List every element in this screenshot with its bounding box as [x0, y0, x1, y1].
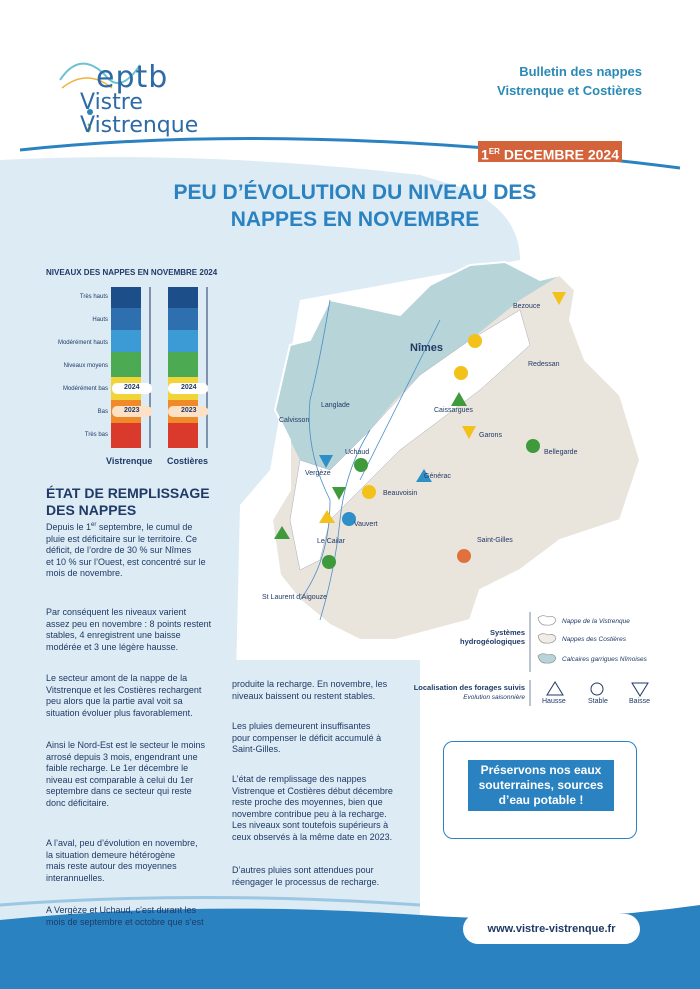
legend-wells-title: Localisation des forages suivis	[413, 683, 525, 692]
section-title: ÉTAT DE REMPLISSAGE DES NAPPES	[46, 485, 210, 518]
paragraph-6: A Vergèze et Uchaud, c’est durant les mois de septembre et octobre que s’est	[46, 905, 204, 927]
paragraph-right-3: L’état de remplissage des nappes Vistrenque et Costières début décembre reste proche des moyennes, bien que novembre contribue peu à la recharge. Les niveaux sont toutefois supérieurs à ceux observés à la même date en 2023.	[232, 774, 393, 842]
map-label: Calvisson	[279, 417, 310, 424]
map-label: Beauvoisin	[383, 490, 418, 497]
legend-system-vistrenque: Nappe de la Vistrenque	[562, 618, 630, 625]
map-label: Vergèze	[305, 470, 331, 477]
badge-2024: 2024	[181, 384, 197, 391]
gauge-level-label: Bas	[97, 409, 108, 415]
gauge-costieres-column	[168, 287, 198, 448]
logo-line2: Vistrenque	[80, 113, 199, 138]
gauge-level-label: Modérément bas	[62, 386, 108, 392]
map	[272, 262, 640, 640]
gauge-name-costieres: Costières	[167, 456, 209, 466]
bulletin-title: Bulletin des nappes Vistrenque et Costières	[497, 64, 642, 98]
main-title: PEU D’ÉVOLUTION DU NIVEAU DES NAPPES EN NOVEMBRE	[173, 181, 537, 231]
legend-wells-sub: Evolution saisonnière	[463, 694, 525, 701]
paragraph-right-2: Les pluies demeurent insuffisantes pour compenser le déficit accumulé à Saint-Gilles.	[232, 721, 382, 754]
legend-hausse: Hausse	[542, 698, 566, 705]
map-label: Redessan	[528, 361, 560, 368]
map-label: Bezouce	[513, 303, 541, 310]
logo-top-text: eptb	[96, 60, 169, 95]
gauge-level-label: Modérément hauts	[57, 340, 108, 346]
gauge-name-vistrenque: Vistrenque	[106, 456, 153, 466]
map-label: Vauvert	[354, 521, 378, 528]
legend-stable: Stable	[588, 698, 608, 705]
map-label: Uchaud	[345, 449, 370, 456]
gauge-level-label: Très bas	[84, 432, 108, 438]
gauge-level-label: Très hauts	[79, 294, 108, 300]
gauge-title: NIVEAUX DES NAPPES EN NOVEMBRE 2024	[46, 268, 218, 277]
paragraph-4: Ainsi le Nord-Est est le secteur le moins arrosé depuis 3 mois, engendrant une faible recharge. Le 1er décembre le niveau est comparable à celui du 1er septembre dans ce secteur qui reste donc déficitaire.	[46, 740, 206, 808]
legend-system-costieres: Nappes des Costières	[562, 636, 626, 643]
paragraph-3: Le secteur amont de la nappe de la Vitstrenque et les Costières rechargent peu alors que la partie aval voit sa situation évoluer plus favorablement.	[46, 673, 202, 718]
badge-2024: 2024	[124, 384, 140, 391]
map-label: Le Cailar	[317, 538, 346, 545]
gauge-level-label: Niveaux moyens	[63, 363, 108, 369]
map-label-nimes: Nîmes	[410, 342, 444, 354]
paragraph-2: Par conséquent les niveaux varient assez peu en novembre : 8 points restent stables, 4 enregistrent une baisse modérée et 3 une légère hausse.	[46, 607, 212, 652]
paragraph-right-4: D’autres pluies sont attendues pour réengager le processus de recharge.	[232, 865, 380, 887]
website-link[interactable]: www.vistre-vistrenque.fr	[463, 914, 640, 944]
badge-2023: 2023	[181, 407, 197, 414]
paragraph-5: A l’aval, peu d’évolution en novembre, la situation demeure hétérogène mais reste autour des moyennes interannuelles.	[46, 838, 198, 883]
legend-system-calcaires: Calcaires garrigues Nîmoises	[562, 656, 647, 663]
map-label: Caissargues	[434, 407, 473, 414]
map-label: Bellegarde	[544, 449, 578, 456]
map-label: Générac	[424, 473, 451, 480]
date-badge: 1ER DECEMBRE 2024	[478, 141, 622, 162]
badge-2023: 2023	[124, 407, 140, 414]
map-label: St Laurent d’Aigouze	[262, 594, 327, 601]
legend-baisse: Baisse	[629, 698, 651, 705]
callout-text: Préservons nos eaux souterraines, sources d’eau potable !	[468, 760, 614, 811]
logo-line1: Vistre	[80, 90, 143, 115]
map-label: Garons	[479, 432, 502, 439]
legend-systems-title: Systèmes hydrogéologiques	[459, 628, 525, 646]
gauge-level-label: Hauts	[92, 317, 108, 323]
gauge-vistrenque-column	[111, 287, 141, 448]
paragraph-1: Depuis le 1er septembre, le cumul de pluie est déficitaire sur le territoire. Ce déficit, de l’ordre de 30 % sur Nîmes et 10 % sur l’Ouest, est concentré sur le mois de novembre.	[46, 522, 206, 578]
map-label: Saint-Gilles	[477, 537, 513, 544]
map-label: Langlade	[321, 402, 350, 409]
paragraph-right-1: produite la recharge. En novembre, les niveaux baissent ou restent stables.	[232, 679, 388, 701]
